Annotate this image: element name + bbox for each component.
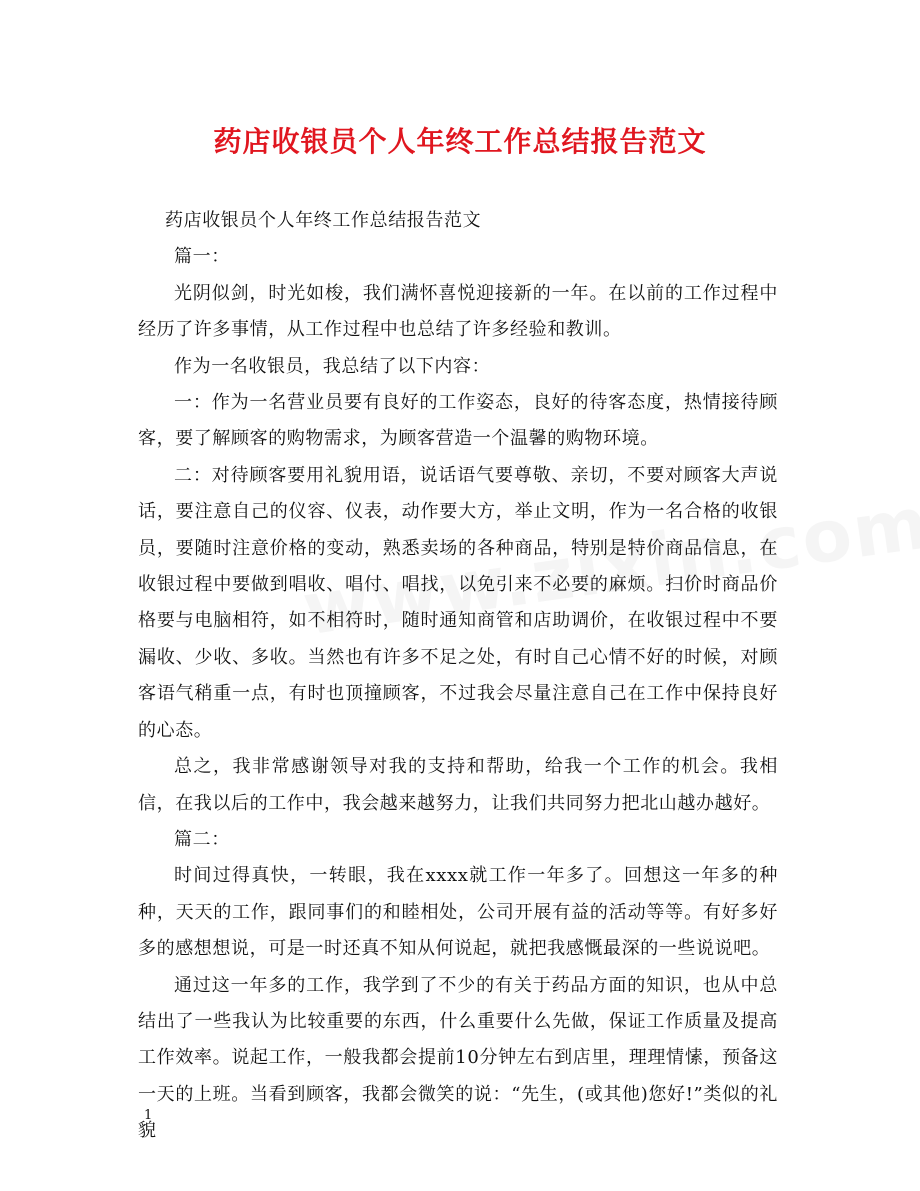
page-number: 1 — [144, 1108, 153, 1123]
paragraph: 总之，我非常感谢领导对我的支持和帮助，给我一个工作的机会。我相信，在我以后的工作中，我会越来越努力，让我们共同努力把北山越办越好。 — [138, 756, 778, 814]
paragraph: 二：对待顾客要用礼貌用语，说话语气要尊敬、亲切，不要对顾客大声说话，要注意自己的仪容、仪表，动作要大方，举止文明，作为一名合格的收银员，要随时注意价格的变动，熟悉卖场的各种商品，特别是特价商品信息，在收银过程中要做到唱收、唱付、唱找，以免引来不必要的麻烦。扫价时商品价格要与电脑相符，如不相符时，随时通知商管和店助调价，在收银过程中不要漏收、少收、多收。当然也有许多不足之处，有时自己心情不好的时候，对顾客语气稍重一点，有时也顶撞顾客，不过我会尽量注意自己在工作中保持良好的心态。 — [138, 464, 778, 741]
paragraph: 光阴似剑，时光如梭，我们满怀喜悦迎接新的一年。在以前的工作过程中经历了许多事情，从工作过程中也总结了许多经验和教训。 — [138, 282, 778, 341]
paragraph: 通过这一年多的工作，我学到了不少的有关于药品方面的知识，也从中总结出了一些我认为比较重要的东西，什么重要什么先做，保证工作质量及提高工作效率。说起工作，一般我都会提前10分钟左右到店里，理理情愫，预备这一天的上班。当看到顾客，我都会微笑的说：“先生，(或其他)您好!”类似的礼貌 — [138, 974, 778, 1142]
paragraph: 时间过得真快，一转眼，我在xxxx就工作一年多了。回想这一年多的种种，天天的工作，跟同事们的和睦相处，公司开展有益的活动等等。有好多好多的感想想说，可是一时还真不知从何说起，就把我感慨最深的一些说说吧。 — [138, 865, 778, 960]
document-body — [138, 203, 778, 1150]
paragraph: 一：作为一名营业员要有良好的工作姿态，良好的待客态度，热情接待顾客，要了解顾客的购物需求，为顾客营造一个温馨的购物环境。 — [138, 392, 778, 450]
document-title: 药店收银员个人年终工作总结报告范文 — [213, 125, 707, 158]
paragraph: 作为一名收银员，我总结了以下内容： — [174, 355, 491, 377]
document-subtitle: 药店收银员个人年终工作总结报告范文 — [165, 210, 482, 231]
section-heading-1: 篇一： — [174, 246, 230, 268]
section-heading-2: 篇二： — [174, 828, 230, 850]
